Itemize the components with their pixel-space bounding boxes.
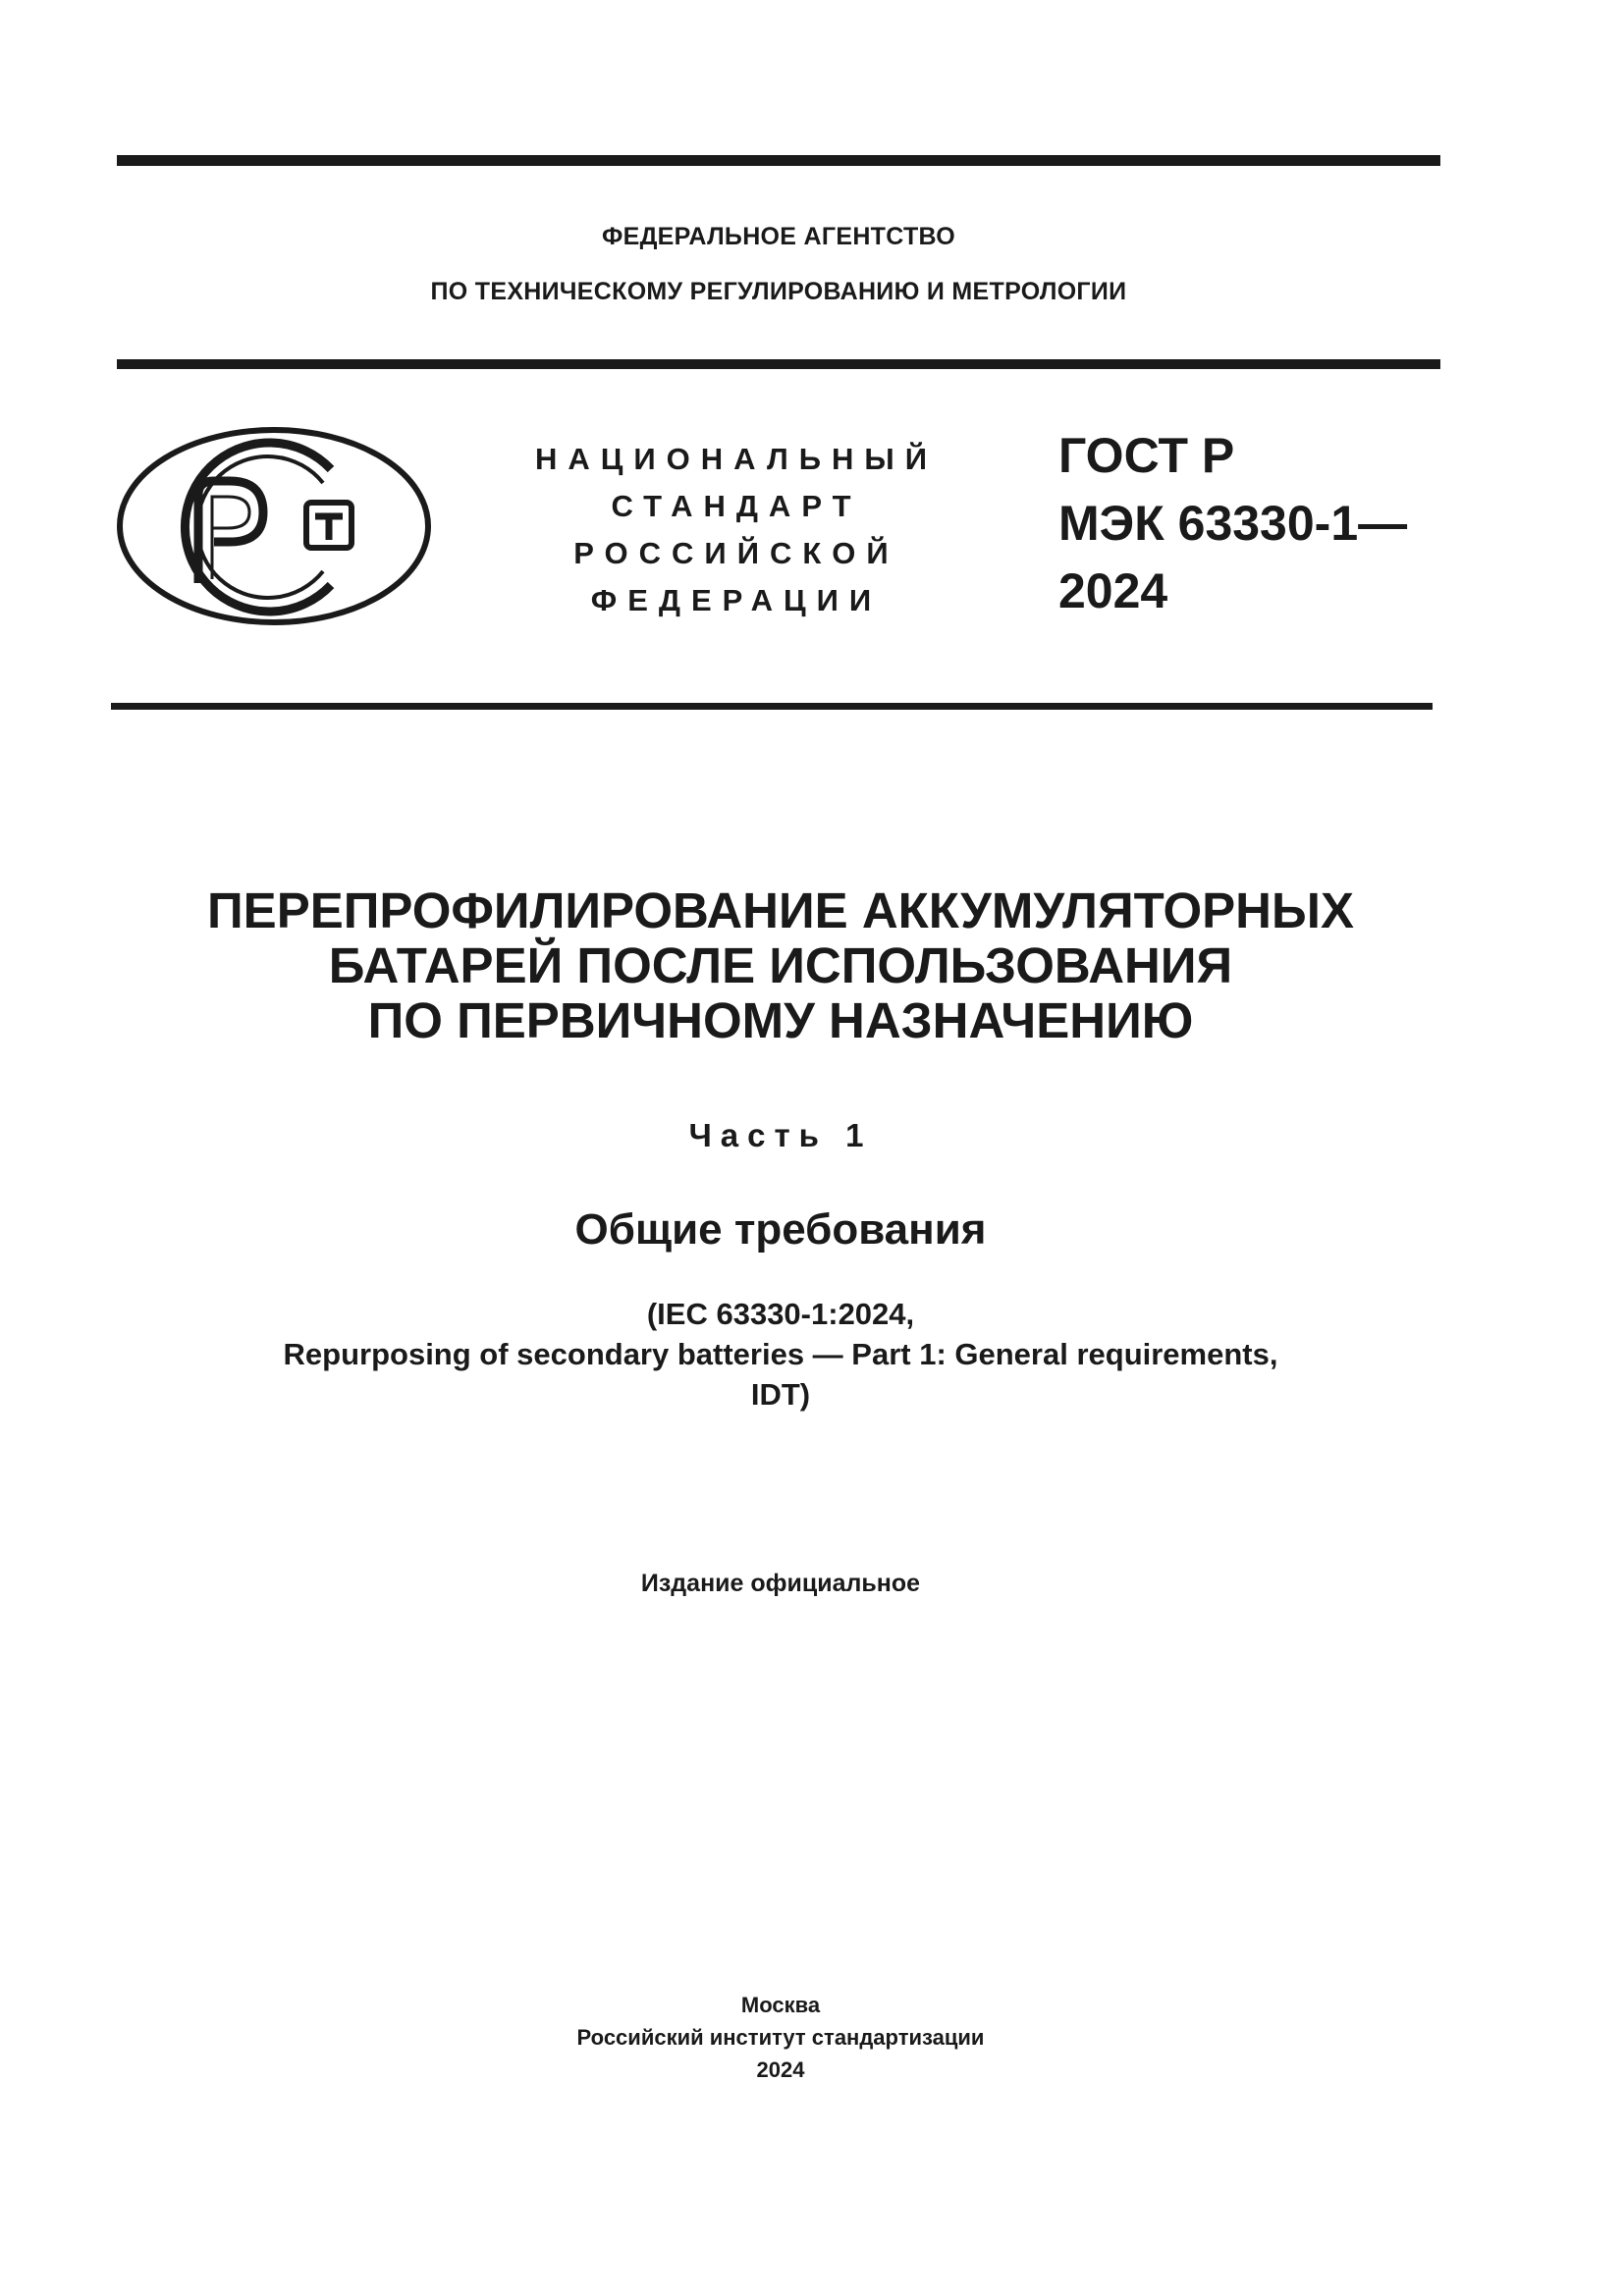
rst-certification-mark-icon: [116, 426, 432, 626]
designation-line: 2024: [1058, 563, 1168, 618]
document-subtitle: Общие требования: [574, 1205, 987, 1254]
standard-designation: [1058, 422, 1407, 625]
national-standard-line: ФЕДЕРАЦИИ: [590, 583, 883, 617]
imprint-publisher: Российский институт стандартизации: [576, 2025, 985, 2050]
document-title: [98, 883, 1463, 1048]
edition-label: Издание официальное: [640, 1570, 921, 1597]
designation-divider: [111, 703, 1433, 710]
title-line: ПО ПЕРВИЧНОМУ НАЗНАЧЕНИЮ: [367, 992, 1194, 1048]
top-divider: [117, 155, 1440, 166]
title-line: ПЕРЕПРОФИЛИРОВАНИЕ АККУМУЛЯТОРНЫХ: [207, 882, 1354, 938]
national-standard-label: [520, 436, 952, 624]
agency-name-line-1: ФЕДЕРАЛЬНОЕ АГЕНТСТВО: [601, 223, 956, 250]
iec-reference-line: (IEC 63330-1:2024,: [646, 1297, 915, 1331]
imprint-year: 2024: [756, 2057, 805, 2082]
national-standard-line: РОССИЙСКОЙ: [573, 536, 899, 570]
imprint-city: Москва: [740, 1993, 821, 2017]
iec-reference-line: Repurposing of secondary batteries — Part 1: General requirements,: [283, 1337, 1278, 1371]
iec-reference-line: IDT): [750, 1377, 811, 1412]
national-standard-line: СТАНДАРТ: [611, 489, 862, 523]
designation-line: МЭК 63330-1—: [1058, 496, 1408, 551]
agency-name-line-2: ПО ТЕХНИЧЕСКОМУ РЕГУЛИРОВАНИЮ И МЕТРОЛОГИИ: [430, 278, 1127, 305]
part-label: Часть 1: [688, 1117, 873, 1153]
imprint: [98, 1989, 1463, 2086]
designation-line: ГОСТ Р: [1058, 428, 1235, 483]
iec-reference: [98, 1294, 1463, 1415]
national-standard-line: НАЦИОНАЛЬНЫЙ: [534, 442, 939, 476]
title-line: БАТАРЕЙ ПОСЛЕ ИСПОЛЬЗОВАНИЯ: [328, 937, 1233, 993]
header-divider: [117, 359, 1440, 369]
